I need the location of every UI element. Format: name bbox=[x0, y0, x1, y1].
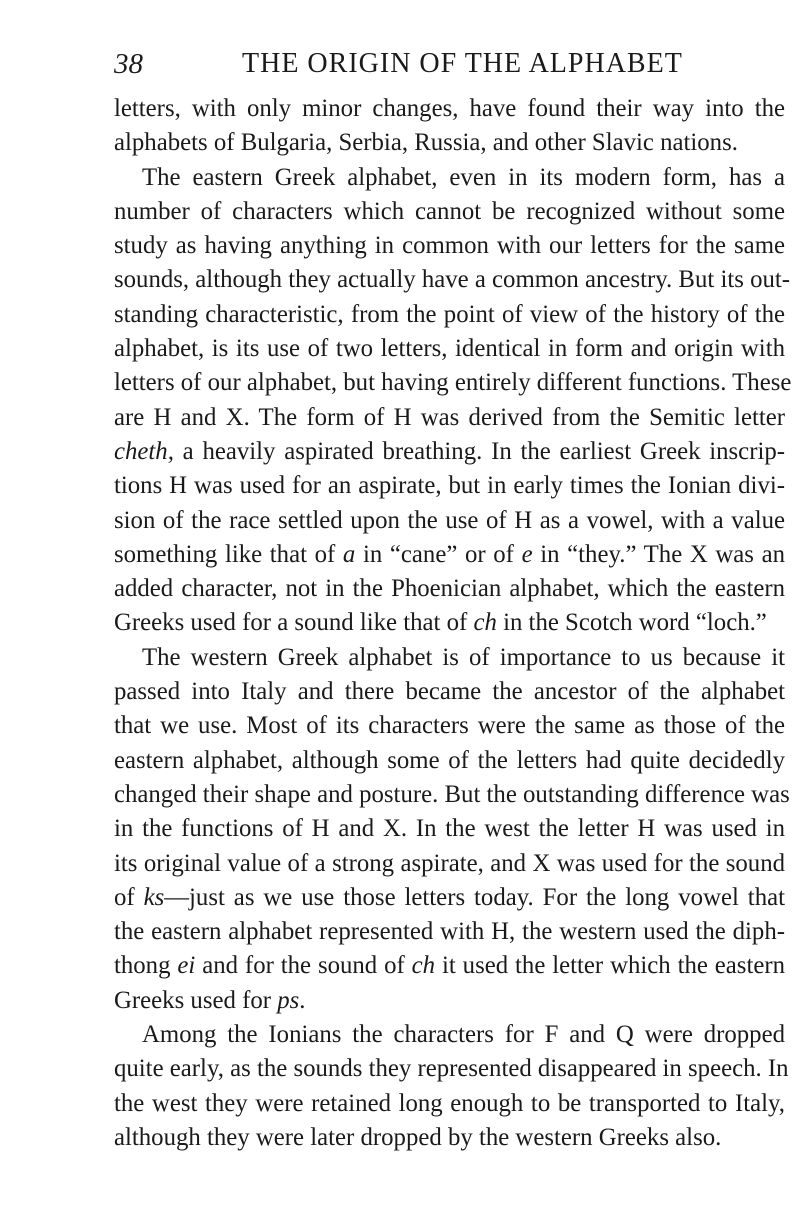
text-line bbox=[114, 881, 785, 915]
line-segment: in the Scotch word “loch.” bbox=[496, 609, 767, 637]
text-line: that we use. Most of its characters were the same as those of the bbox=[114, 712, 785, 740]
italic-word: e bbox=[521, 540, 533, 568]
line-segment: Greeks used for bbox=[114, 986, 278, 1014]
running-title: THE ORIGIN OF THE ALPHABET bbox=[242, 48, 683, 79]
text-line: the eastern alphabet represented with H, the western used the diph- bbox=[114, 918, 785, 946]
italic-word: ks bbox=[143, 883, 165, 911]
text-line: quite early, as the sounds they represented disappeared in speech. In bbox=[114, 1055, 789, 1083]
line-segment: thong bbox=[114, 952, 178, 980]
text-line: letters of our alphabet, but having entirely different functions. These bbox=[114, 369, 792, 397]
italic-word: ei bbox=[177, 952, 196, 980]
italic-word: ch bbox=[411, 952, 436, 980]
text-line: the west they were retained long enough to be transported to Italy, bbox=[114, 1089, 785, 1117]
text-line: sounds, although they actually have a common ancestry. But its out- bbox=[114, 266, 791, 294]
line-segment: of bbox=[114, 883, 144, 911]
line-segment: something like that of bbox=[114, 540, 343, 568]
italic-word: ps bbox=[277, 986, 300, 1014]
text-line bbox=[114, 435, 785, 469]
text-line bbox=[114, 949, 785, 983]
page-number: 38 bbox=[114, 48, 143, 80]
text-line: passed into Italy and there became the ancestor of the alphabet bbox=[114, 678, 785, 706]
italic-word: a bbox=[342, 540, 356, 568]
text-line bbox=[114, 606, 785, 640]
text-line: The eastern Greek alphabet, even in its modern form, has a bbox=[142, 163, 785, 191]
text-line bbox=[114, 984, 785, 1018]
text-line: study as having anything in common with our letters for the same bbox=[114, 232, 785, 260]
text-line: added character, not in the Phoenician alphabet, which the eastern bbox=[114, 575, 785, 603]
text-line: eastern alphabet, although some of the letters had quite decidedly bbox=[114, 746, 785, 774]
text-line bbox=[114, 538, 785, 572]
line-segment: Greeks used for a sound like that of bbox=[114, 609, 474, 637]
text-line: in the functions of H and X. In the west the letter H was used in bbox=[114, 815, 785, 843]
text-line: Among the Ionians the characters for F and Q were dropped bbox=[142, 1021, 785, 1049]
text-line: are H and X. The form of H was derived from the Semitic letter bbox=[114, 403, 785, 431]
text-line: The western Greek alphabet is of importance to us because it bbox=[142, 643, 785, 671]
text-line: standing characteristic, from the point of view of the history of the bbox=[114, 300, 785, 328]
text-line: sion of the race settled upon the use of H as a vowel, with a value bbox=[114, 506, 785, 534]
line-segment: it used the letter which the eastern bbox=[435, 952, 786, 980]
line-segment: in “cane” or of bbox=[355, 540, 522, 568]
line-segment: . bbox=[299, 986, 306, 1014]
text-line: alphabets of Bulgaria, Serbia, Russia, and other Slavic nations. bbox=[114, 129, 738, 157]
running-head bbox=[114, 42, 784, 86]
body-text bbox=[114, 92, 792, 1155]
text-line: alphabet, is its use of two letters, identical in form and origin with bbox=[114, 335, 785, 363]
text-line: its original value of a strong aspirate, and X was used for the sound bbox=[114, 849, 785, 877]
line-segment: —just as we use those letters today. For the long vowel that bbox=[164, 883, 785, 911]
text-line: tions H was used for an aspirate, but in early times the Ionian divi- bbox=[114, 472, 785, 500]
line-segment: a heavily aspirated breathing. In the earliest Greek inscrip- bbox=[173, 437, 785, 465]
line-segment: in “they.” The X was an bbox=[532, 540, 786, 568]
text-line: changed their shape and posture. But the outstanding difference was bbox=[114, 780, 790, 808]
line-segment: and for the sound of bbox=[195, 952, 412, 980]
text-line: letters, with only minor changes, have found their way into the bbox=[114, 95, 785, 122]
text-line: number of characters which cannot be recognized without some bbox=[114, 197, 785, 225]
italic-word: ch bbox=[473, 609, 497, 637]
italic-word: cheth, bbox=[114, 437, 174, 465]
text-line: although they were later dropped by the western Greeks also. bbox=[114, 1123, 722, 1151]
